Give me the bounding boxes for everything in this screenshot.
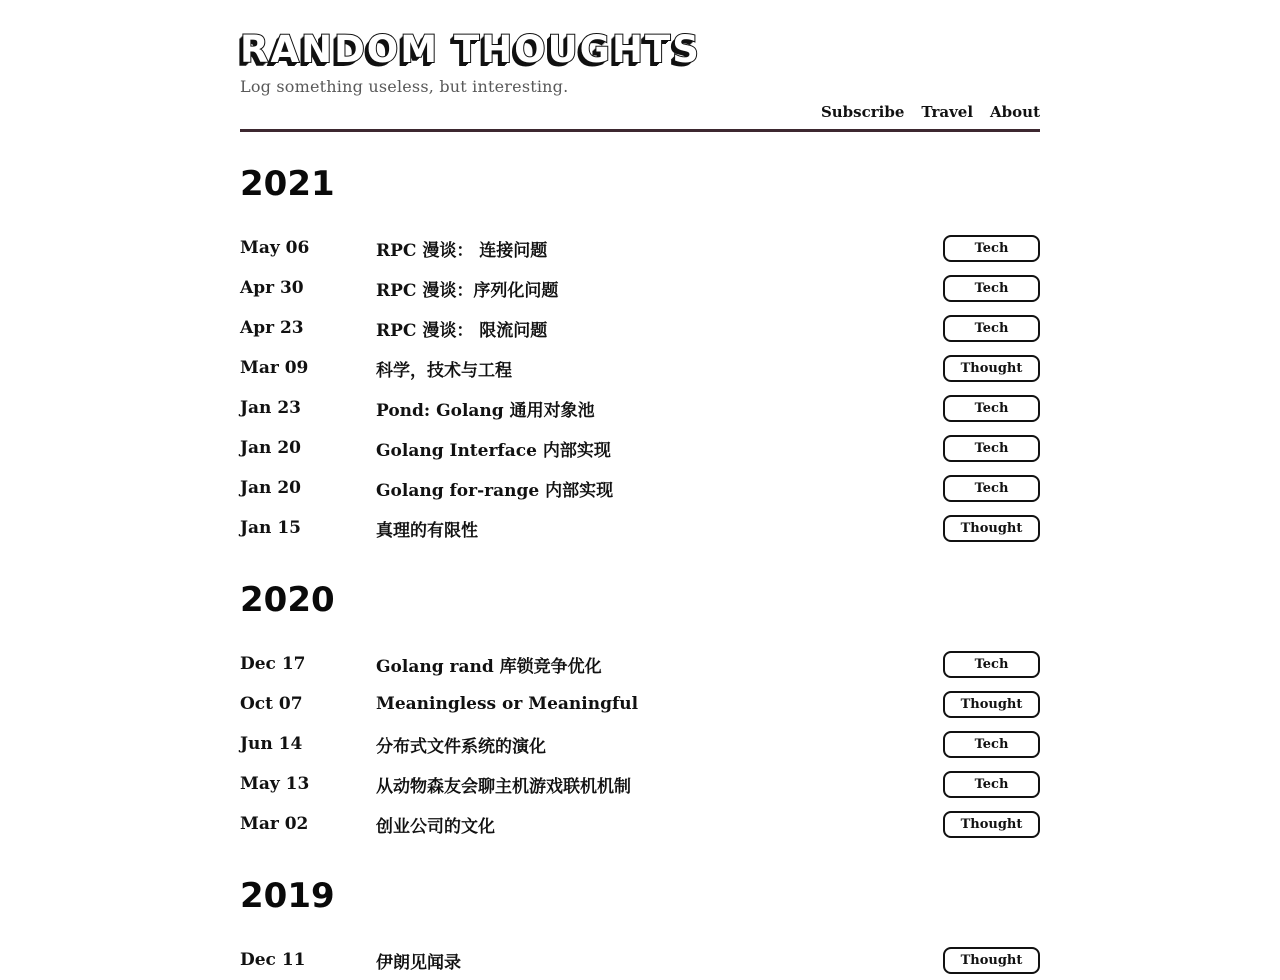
site-title[interactable]: RANDOM THOUGHTS bbox=[240, 28, 701, 71]
post-date: Apr 23 bbox=[240, 318, 304, 338]
post-date: May 06 bbox=[240, 238, 310, 258]
post-date: Mar 09 bbox=[240, 358, 309, 378]
tag-button[interactable]: Thought bbox=[943, 811, 1040, 838]
nav-link-about[interactable]: About bbox=[990, 103, 1040, 121]
tag-button[interactable]: Tech bbox=[943, 651, 1040, 678]
tag-button[interactable]: Tech bbox=[943, 475, 1040, 502]
tag-button[interactable]: Tech bbox=[943, 395, 1040, 422]
post-date: Jan 23 bbox=[240, 398, 301, 418]
post-date: Oct 07 bbox=[240, 694, 303, 714]
post-row bbox=[240, 308, 1040, 348]
tag-button[interactable]: Tech bbox=[943, 731, 1040, 758]
post-list bbox=[240, 644, 1040, 844]
post-row bbox=[240, 804, 1040, 844]
tag-button[interactable]: Tech bbox=[943, 771, 1040, 798]
post-date: Jan 20 bbox=[240, 438, 301, 458]
post-title[interactable]: 分布式文件系统的演化 bbox=[376, 736, 546, 757]
post-date: May 13 bbox=[240, 774, 310, 794]
post-date: Jun 14 bbox=[240, 734, 303, 754]
tag-button[interactable]: Tech bbox=[943, 435, 1040, 462]
post-title[interactable]: RPC 漫谈： 连接问题 bbox=[376, 240, 548, 261]
post-title[interactable]: 创业公司的文化 bbox=[376, 816, 495, 837]
post-title[interactable]: RPC 漫谈：序列化问题 bbox=[376, 280, 559, 301]
year-heading: 2020 bbox=[240, 580, 335, 620]
post-title[interactable]: 真理的有限性 bbox=[376, 520, 478, 541]
header-divider bbox=[240, 129, 1040, 132]
post-date: Dec 11 bbox=[240, 950, 306, 970]
post-title[interactable]: Meaningless or Meaningful bbox=[376, 694, 639, 714]
nav-link-subscribe[interactable]: Subscribe bbox=[820, 103, 905, 121]
post-date: Mar 02 bbox=[240, 814, 309, 834]
tag-button[interactable]: Tech bbox=[943, 315, 1040, 342]
post-title[interactable]: 从动物森友会聊主机游戏联机机制 bbox=[376, 776, 631, 797]
top-nav bbox=[240, 101, 1040, 123]
post-title[interactable]: 科学，技术与工程 bbox=[376, 360, 512, 381]
post-archive bbox=[240, 164, 1040, 980]
page-container bbox=[240, 0, 1040, 980]
post-title[interactable]: RPC 漫谈： 限流问题 bbox=[376, 320, 548, 341]
post-date: Jan 15 bbox=[240, 518, 301, 538]
year-section bbox=[240, 876, 1040, 980]
year-heading: 2019 bbox=[240, 876, 335, 916]
post-title[interactable]: Pond: Golang 通用对象池 bbox=[376, 400, 595, 421]
post-date: Jan 20 bbox=[240, 478, 301, 498]
year-section bbox=[240, 580, 1040, 844]
post-list bbox=[240, 228, 1040, 548]
tag-button[interactable]: Tech bbox=[943, 275, 1040, 302]
post-row bbox=[240, 468, 1040, 508]
post-title[interactable]: Golang Interface 内部实现 bbox=[376, 440, 611, 461]
tag-button[interactable]: Thought bbox=[943, 515, 1040, 542]
tag-button[interactable]: Thought bbox=[943, 947, 1040, 974]
year-heading: 2021 bbox=[240, 164, 335, 204]
site-header bbox=[240, 30, 1040, 132]
post-title[interactable]: Golang for-range 内部实现 bbox=[376, 480, 614, 501]
post-row bbox=[240, 940, 1040, 980]
post-title[interactable]: 伊朗见闻录 bbox=[376, 952, 461, 973]
post-row bbox=[240, 348, 1040, 388]
post-date: Dec 17 bbox=[240, 654, 306, 674]
post-row bbox=[240, 764, 1040, 804]
post-row bbox=[240, 644, 1040, 684]
post-row bbox=[240, 428, 1040, 468]
post-row bbox=[240, 684, 1040, 724]
post-row bbox=[240, 724, 1040, 764]
post-list bbox=[240, 940, 1040, 980]
site-tagline: Log something useless, but interesting. bbox=[240, 77, 569, 96]
post-row bbox=[240, 268, 1040, 308]
post-row bbox=[240, 508, 1040, 548]
tag-button[interactable]: Tech bbox=[943, 235, 1040, 262]
tag-button[interactable]: Thought bbox=[943, 691, 1040, 718]
post-date: Apr 30 bbox=[240, 278, 304, 298]
nav-link-travel[interactable]: Travel bbox=[921, 103, 974, 121]
post-row bbox=[240, 228, 1040, 268]
post-row bbox=[240, 388, 1040, 428]
year-section bbox=[240, 164, 1040, 548]
post-title[interactable]: Golang rand 库锁竞争优化 bbox=[376, 656, 602, 677]
tag-button[interactable]: Thought bbox=[943, 355, 1040, 382]
